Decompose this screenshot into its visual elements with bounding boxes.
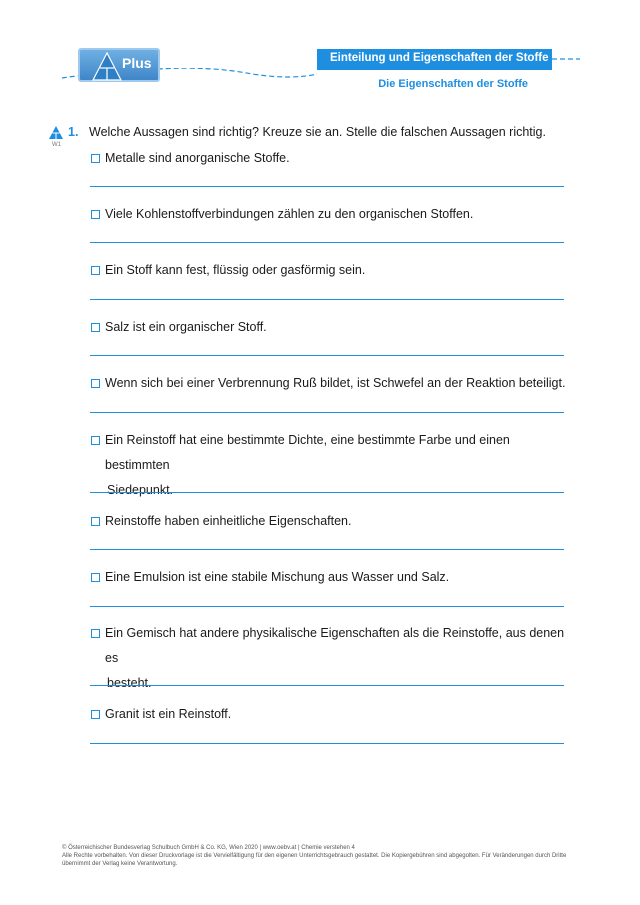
statement-item: [90, 258, 570, 283]
statement-text: Reinstoffe haben einheitliche Eigenschaften.: [105, 514, 352, 528]
answer-line[interactable]: [90, 743, 564, 744]
statement-text: Eine Emulsion ist eine stabile Mischung aus Wasser und Salz.: [105, 570, 450, 584]
checkbox[interactable]: [91, 436, 100, 445]
statement-item: [90, 621, 570, 696]
checkbox[interactable]: [91, 210, 100, 219]
statement-text: Viele Kohlenstoffverbindungen zählen zu den organischen Stoffen.: [105, 207, 474, 221]
answer-line[interactable]: [90, 606, 564, 607]
copyright-footer: [62, 844, 582, 868]
answer-line[interactable]: [90, 299, 564, 300]
checkbox[interactable]: [91, 379, 100, 388]
checkbox[interactable]: [91, 266, 100, 275]
checkbox[interactable]: [91, 573, 100, 582]
answer-line[interactable]: [90, 242, 564, 243]
statement-item: [90, 315, 570, 340]
statement-item: [90, 565, 570, 590]
statement-text: Ein Stoff kann fest, flüssig oder gasförmig sein.: [105, 263, 366, 277]
statement-text-continued: besteht.: [107, 676, 152, 690]
answer-line[interactable]: [90, 186, 564, 187]
triangle-level-icon: [49, 126, 63, 139]
footer-line-1: © Österreichischer Bundesverlag Schulbuch GmbH & Co. KG, Wien 2020 | www.oebv.at | Chemie verstehen 4: [62, 845, 355, 851]
statement-text-continued: Siedepunkt.: [107, 483, 174, 497]
answer-line[interactable]: [90, 549, 564, 550]
statement-text: Salz ist ein organischer Stoff.: [105, 320, 267, 334]
statement-text: Ein Reinstoff hat eine bestimmte Dichte, eine bestimmte Farbe und einen bestimmten: [105, 433, 510, 472]
statement-text: Granit ist ein Reinstoff.: [105, 707, 232, 721]
checkbox[interactable]: [91, 154, 100, 163]
checkbox[interactable]: [91, 517, 100, 526]
task-level-label: W1: [52, 142, 61, 148]
logo-label: Plus: [122, 55, 152, 71]
section-subtitle: Die Eigenschaften der Stoffe: [378, 78, 528, 90]
title-dash: [552, 58, 582, 62]
statement-text: Ein Gemisch hat andere physikalische Eigenschaften als die Reinstoffe, aus denen es: [105, 626, 565, 665]
statement-text: Metalle sind anorganische Stoffe.: [105, 151, 290, 165]
answer-line[interactable]: [90, 412, 564, 413]
pyramid-icon: [92, 51, 122, 81]
answer-line[interactable]: [90, 355, 564, 356]
statement-item: [90, 202, 570, 227]
task-number: 1.: [68, 125, 79, 139]
footer-line-2: Alle Rechte vorbehalten. Von dieser Druckvorlage ist die Vervielfältigung für den eigenen Unterrichtsgebrauch gestattet. Die Kopiergebühren sind abgegolten. Für Veränderungen durch Dritte übernimmt der Verlag keine Verantwortung.: [62, 853, 567, 867]
task-question: Welche Aussagen sind richtig? Kreuze sie an. Stelle die falschen Aussagen richtig.: [89, 125, 546, 139]
statement-item: [90, 371, 570, 396]
statement-item: [90, 428, 570, 503]
checkbox[interactable]: [91, 629, 100, 638]
statement-item: [90, 702, 570, 727]
statement-item: [90, 509, 570, 534]
checkbox[interactable]: [91, 323, 100, 332]
answer-line[interactable]: [90, 492, 564, 493]
checkbox[interactable]: [91, 710, 100, 719]
statement-item: [90, 146, 570, 171]
plus-logo: [78, 48, 160, 82]
chapter-title: Einteilung und Eigenschaften der Stoffe: [317, 49, 552, 70]
answer-line[interactable]: [90, 685, 564, 686]
statement-text: Wenn sich bei einer Verbrennung Ruß bildet, ist Schwefel an der Reaktion beteiligt.: [105, 376, 566, 390]
